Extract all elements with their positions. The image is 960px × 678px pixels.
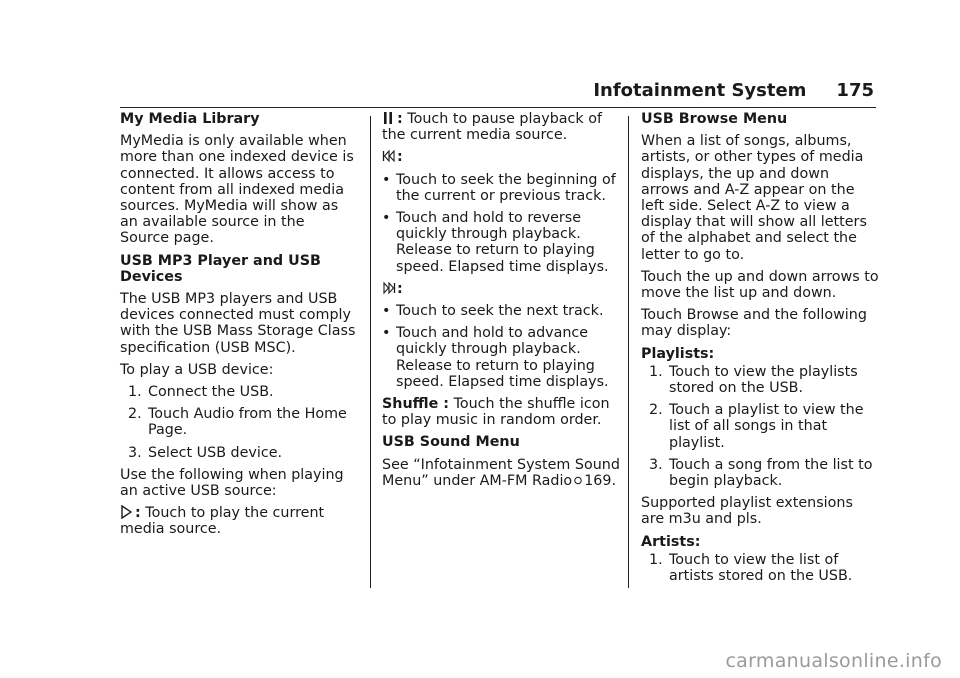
usb-text: The USB MP3 players and USB devices connected must comply with the USB Mass Storage Class specification (USB MSC).	[120, 291, 356, 356]
shuffle-entry	[382, 396, 620, 428]
next-track-bullets	[382, 303, 620, 390]
pause-entry: : Touch to pause playback of the current media source.	[382, 111, 602, 144]
watermark: carmanualsonline.info	[725, 650, 942, 672]
previous-track-icon	[382, 149, 394, 163]
list-item: 3. Touch a song from the list to begin playback.	[649, 456, 873, 490]
browse-text-1: When a list of songs, albums, artists, or other types of media displays, the up and down arrows and A-Z appear on the left side. Select A-Z to view a display that will show all letters of the alphabet and select the letter to go to.	[641, 133, 867, 263]
page-header	[0, 80, 874, 101]
to-play-text: To play a USB device:	[120, 361, 274, 378]
list-item: 1. Touch to view the list of artists stored on the USB.	[649, 551, 853, 585]
header-rule	[120, 107, 876, 108]
play-icon	[120, 505, 132, 519]
next-track-entry: :	[382, 281, 620, 297]
shuffle-text: Touch the shuffle icon to play music in random order.	[382, 396, 610, 429]
page-number: 175	[836, 80, 874, 101]
my-media-heading: My Media Library	[120, 111, 260, 127]
play-text: Touch to play the current media source.	[120, 505, 325, 538]
list-item: • Touch to seek the beginning of the current or previous track.	[382, 171, 616, 204]
shuffle-label: Shuffle :	[382, 396, 450, 413]
list-item: 1. Connect the USB.	[128, 384, 274, 401]
list-item: • Touch and hold to advance quickly through playback. Release to return to playing speed. Elapsed time displays.	[382, 325, 609, 390]
page-reference[interactable]: 169.	[584, 472, 617, 489]
column-2	[382, 111, 620, 495]
use-following-text: Use the following when playing an active USB source:	[120, 466, 344, 500]
usb-heading: USB MP3 Player and USB Devices	[120, 252, 321, 285]
playlists-steps	[641, 364, 879, 489]
list-item: 2. Touch Audio from the Home Page.	[128, 406, 347, 439]
previous-track-entry: :	[382, 149, 620, 165]
list-item: 2. Touch a playlist to view the list of all songs in that playlist.	[649, 402, 864, 451]
list-item: • Touch to seek the next track.	[382, 303, 604, 320]
column-1	[120, 111, 358, 544]
section-title: Infotainment System	[593, 80, 807, 101]
my-media-text: MyMedia is only available when more than one indexed device is connected. It allows access to content from all indexed media sources. MyMedia will show as an available source in the Source page.	[120, 133, 354, 247]
playlists-label: Playlists:	[641, 345, 715, 362]
list-item: • Touch and hold to reverse quickly through playback. Release to return to playing speed. Elapsed time displays.	[382, 210, 609, 275]
artists-steps	[641, 552, 879, 584]
browse-text-3: Touch Browse and the following may display:	[641, 307, 867, 340]
play-entry: : Touch to play the current media source.	[120, 505, 325, 538]
list-item: 3. Select USB device.	[128, 444, 283, 461]
previous-track-bullets	[382, 172, 620, 275]
page-reference-icon	[574, 473, 582, 489]
browse-heading: USB Browse Menu	[641, 111, 788, 127]
column-3	[641, 111, 879, 590]
column-divider-1	[370, 116, 371, 588]
supported-extensions: Supported playlist extensions are m3u and pls.	[641, 495, 853, 528]
pause-icon	[382, 111, 394, 125]
artists-label: Artists:	[641, 533, 701, 550]
sound-menu-heading: USB Sound Menu	[382, 434, 520, 451]
column-divider-2	[628, 116, 629, 588]
usb-steps	[120, 384, 358, 461]
browse-text-2: Touch the up and down arrows to move the list up and down.	[641, 268, 879, 302]
pause-text: Touch to pause playback of the current media source.	[382, 111, 602, 144]
sound-menu-text: See “Infotainment System Sound Menu” under AM-FM Radio 169.	[382, 456, 620, 489]
next-track-icon	[382, 281, 394, 295]
list-item: 1. Touch to view the playlists stored on the USB.	[649, 363, 858, 397]
